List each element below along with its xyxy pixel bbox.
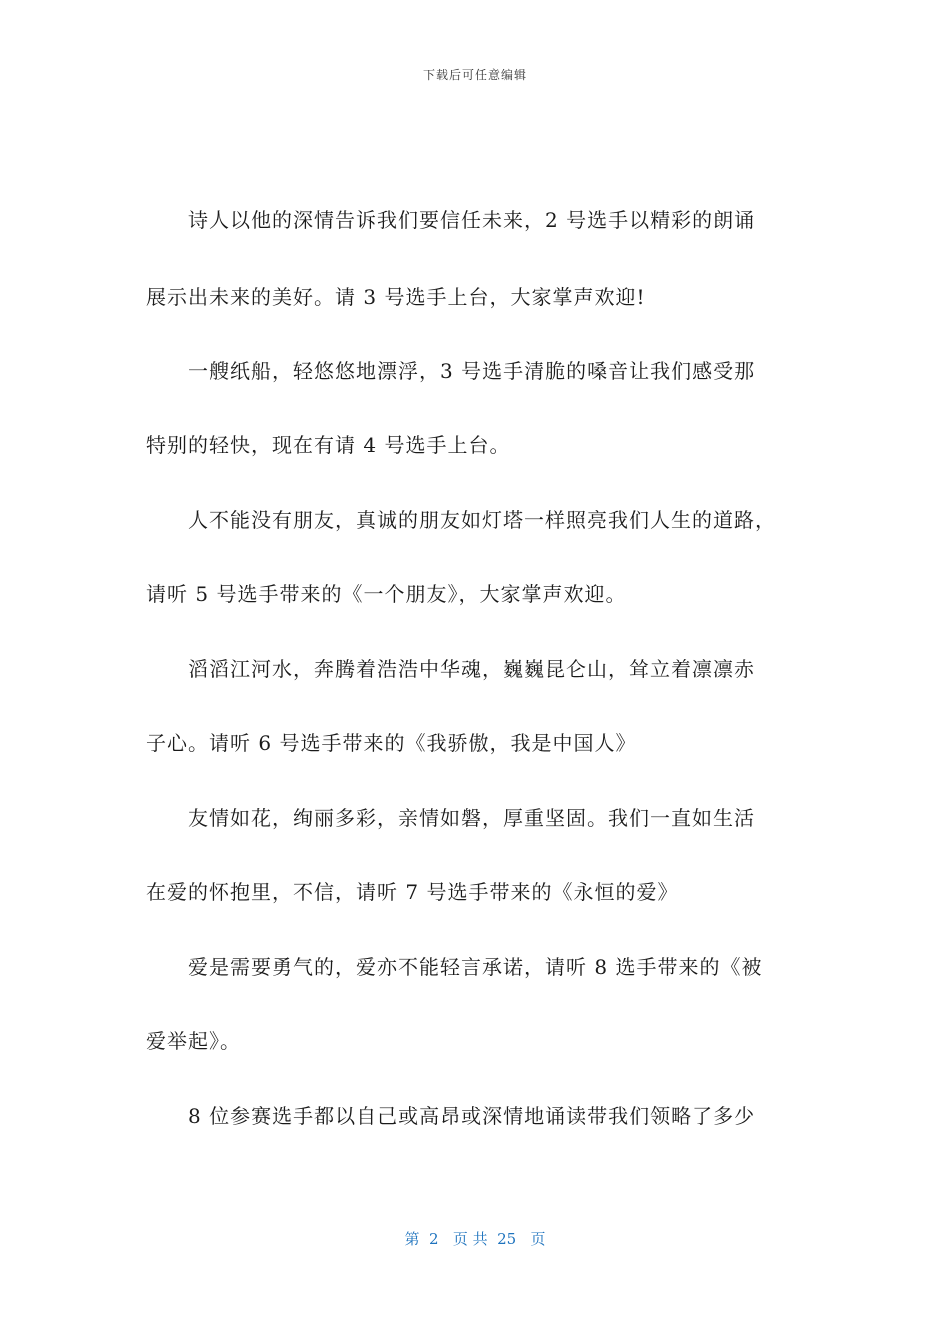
paragraph-line: 展示出未来的美好。请 3 号选手上台，大家掌声欢迎! (146, 285, 646, 309)
paragraph-line: 子心。请听 6 号选手带来的《我骄傲，我是中国人》 (146, 731, 637, 755)
page-header: 下载后可任意编辑 (422, 68, 527, 82)
paragraph-line: 在爱的怀抱里，不信，请听 7 号选手带来的《永恒的爱》 (146, 880, 679, 904)
paragraph-line: 人不能没有朋友，真诚的朋友如灯塔一样照亮我们人生的道路， (188, 508, 776, 532)
paragraph-line: 爱举起》。 (146, 1029, 241, 1053)
paragraph-line: 一艘纸船，轻悠悠地漂浮，3 号选手清脆的嗓音让我们感受那 (188, 359, 756, 383)
paragraph-line: 请听 5 号选手带来的《一个朋友》，大家掌声欢迎。 (146, 582, 627, 606)
paragraph-line: 友情如花，绚丽多彩，亲情如磐，厚重坚固。我们一直如生活 (188, 806, 755, 830)
paragraph-line: 8 位参赛选手都以自己或高昂或深情地诵读带我们领略了多少 (188, 1104, 756, 1128)
page-number-footer: 第 2 页 共 25 页 (404, 1230, 546, 1248)
paragraph-line: 特别的轻快，现在有请 4 号选手上台。 (146, 433, 511, 457)
paragraph-line: 爱是需要勇气的，爱亦不能轻言承诺，请听 8 选手带来的《被 (188, 955, 763, 979)
paragraph-line: 滔滔江河水，奔腾着浩浩中华魂，巍巍昆仑山，耸立着凛凛赤 (188, 657, 755, 681)
paragraph-line: 诗人以他的深情告诉我们要信任未来，2 号选手以精彩的朗诵 (188, 208, 756, 232)
